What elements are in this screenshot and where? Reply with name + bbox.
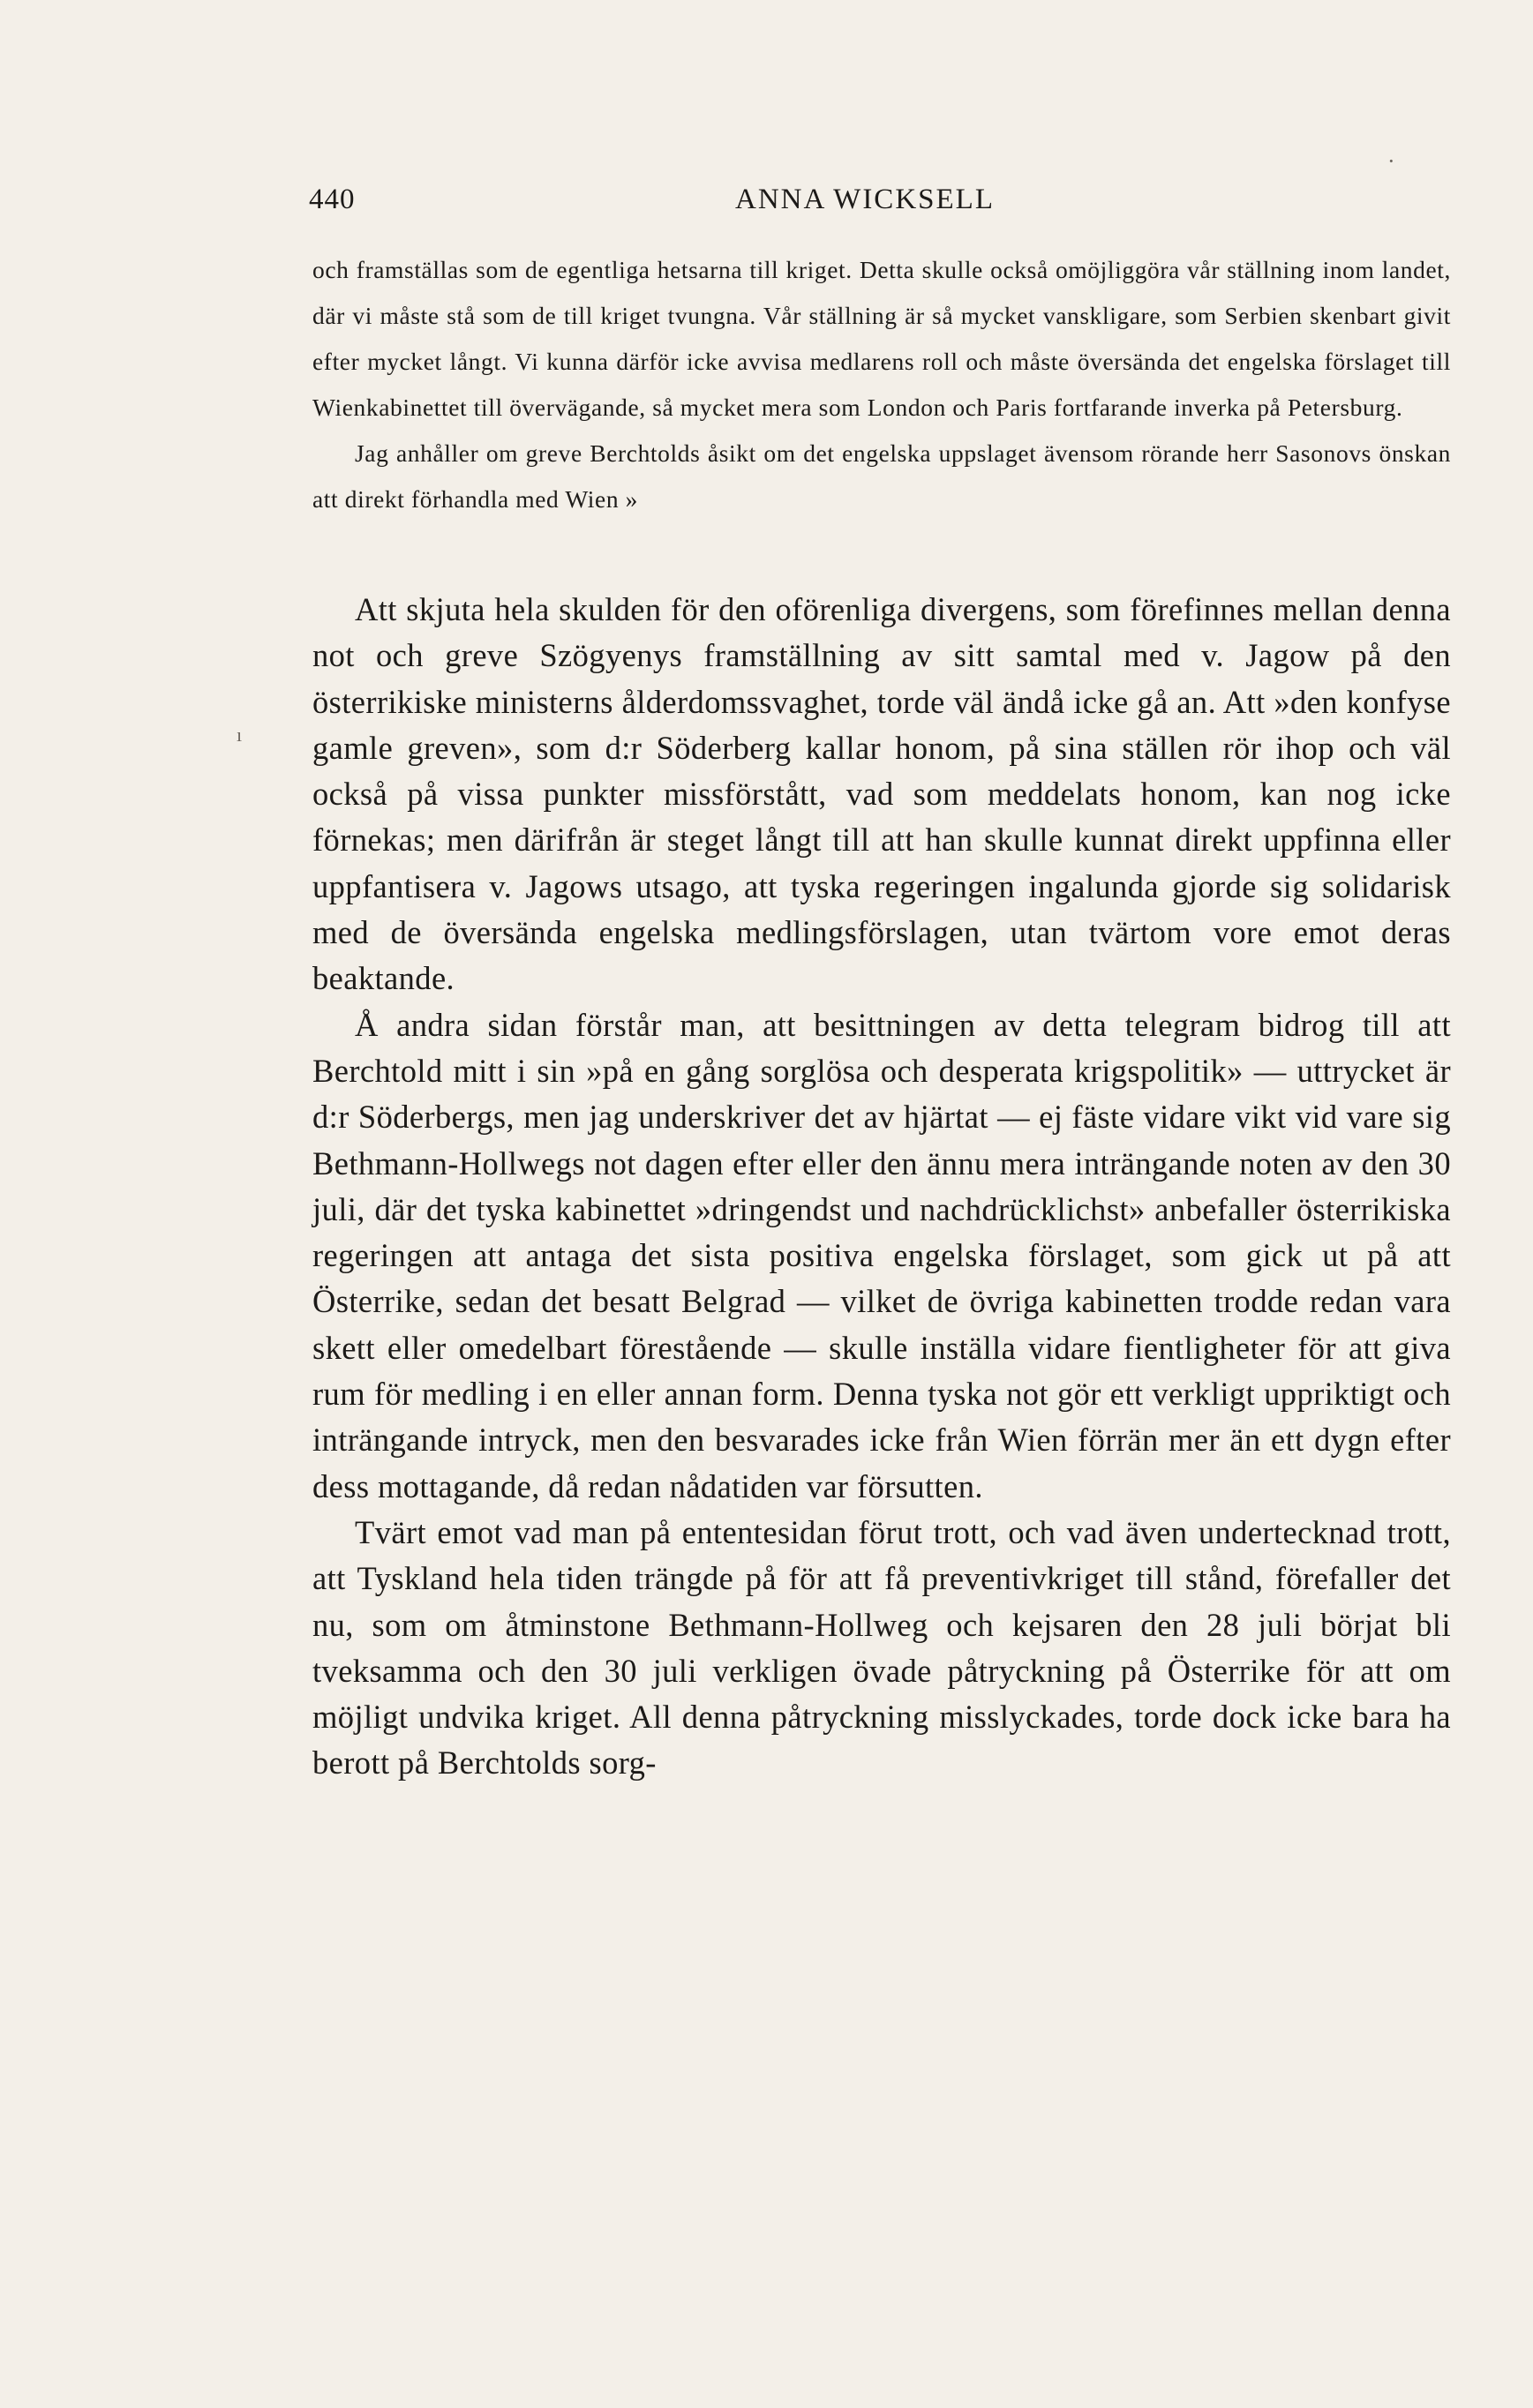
quoted-telegram-text [312, 247, 1451, 522]
body-text [312, 587, 1451, 1787]
body-paragraph: Å andra sidan förstår man, att besittningen av detta telegram bidrog till att Berchtold mitt i sin »på en gång sorglösa och desperata krigspolitik» — uttrycket är d:r Söderbergs, men jag underskriver det av hjärtat — ej fäste vidare vikt vid vare sig Bethmann-Hollwegs not dagen efter eller den ännu mera inträngande noten av den 30 juli, där det tyska kabinettet »dringendst und nachdrücklichst» anbefaller österrikiska regeringen att antaga det sista positiva engelska förslaget, som gick ut på att Österrike, sedan det besatt Belgrad — vilket de övriga kabinetten trodde redan vara skett eller omedelbart förestående — skulle inställa vidare fientligheter för att giva rum för medling i en eller annan form. Denna tyska not gör ett verkligt uppriktigt och inträngande intryck, men den besvarades icke från Wien förrän mer än ett dygn efter dess mottagande, då redan nådatiden var försutten. [312, 1006, 1451, 1504]
quote-paragraph: och framställas som de egentliga hetsarna till kriget. Detta skulle också omöjliggöra vår ställning inom landet, där vi måste stå som de till kriget tvungna. Vår ställning är så mycket vanskligare, som Serbien skenbart givit efter mycket långt. Vi kunna därför icke avvisa medlarens roll och måste översända det engelska förslaget till Wienkabinettet till övervägande, så mycket mera som London och Paris fortfarande inverka på Petersburg. [312, 256, 1451, 421]
paper-speck-mark: · [1387, 148, 1395, 174]
running-head [309, 184, 1421, 226]
running-title: ANNA WICKSELL [735, 184, 995, 215]
quote-paragraph: Jag anhåller om greve Berchtolds åsikt om det engelska uppslaget ävensom rörande herr Sasonovs önskan att direkt förhandla med Wien » [312, 439, 1451, 513]
page-number: 440 [309, 184, 356, 215]
body-paragraph: Tvärt emot vad man på ententesidan förut trott, och vad även undertecknad trott, att Tyskland hela tiden trängde på för att få preventivkriget till stånd, förefaller det nu, som om åtminstone Bethmann-Hollweg och kejsaren den 28 juli börjat bli tveksamma och den 30 juli verkligen övade påtryckning på Österrike för att om möjligt undvika kriget. All denna påtryckning misslyckades, torde dock icke bara ha berott på Berchtolds sorg- [312, 1513, 1451, 1782]
body-paragraph: Att skjuta hela skulden för den oförenliga divergens, som förefinnes mellan denna not och greve Szögyenys framställning av sitt samtal med v. Jagow på den österrikiske ministerns ålderdomssvaghet, torde väl ändå icke gå an. Att »den konfyse gamle greven», som d:r Söderberg kallar honom, på sina ställen rör ihop och väl också på vissa punkter missförstått, vad som meddelats honom, kan nog icke förnekas; men därifrån är steget långt till att han skulle kunnat direkt uppfinna eller uppfantisera v. Jagows utsago, att tyska regeringen ingalunda gjorde sig solidarisk med de översända engelska medlingsförslagen, utan tvärtom vore emot deras beaktande. [312, 591, 1451, 997]
margin-tick-mark: ı [237, 724, 243, 746]
